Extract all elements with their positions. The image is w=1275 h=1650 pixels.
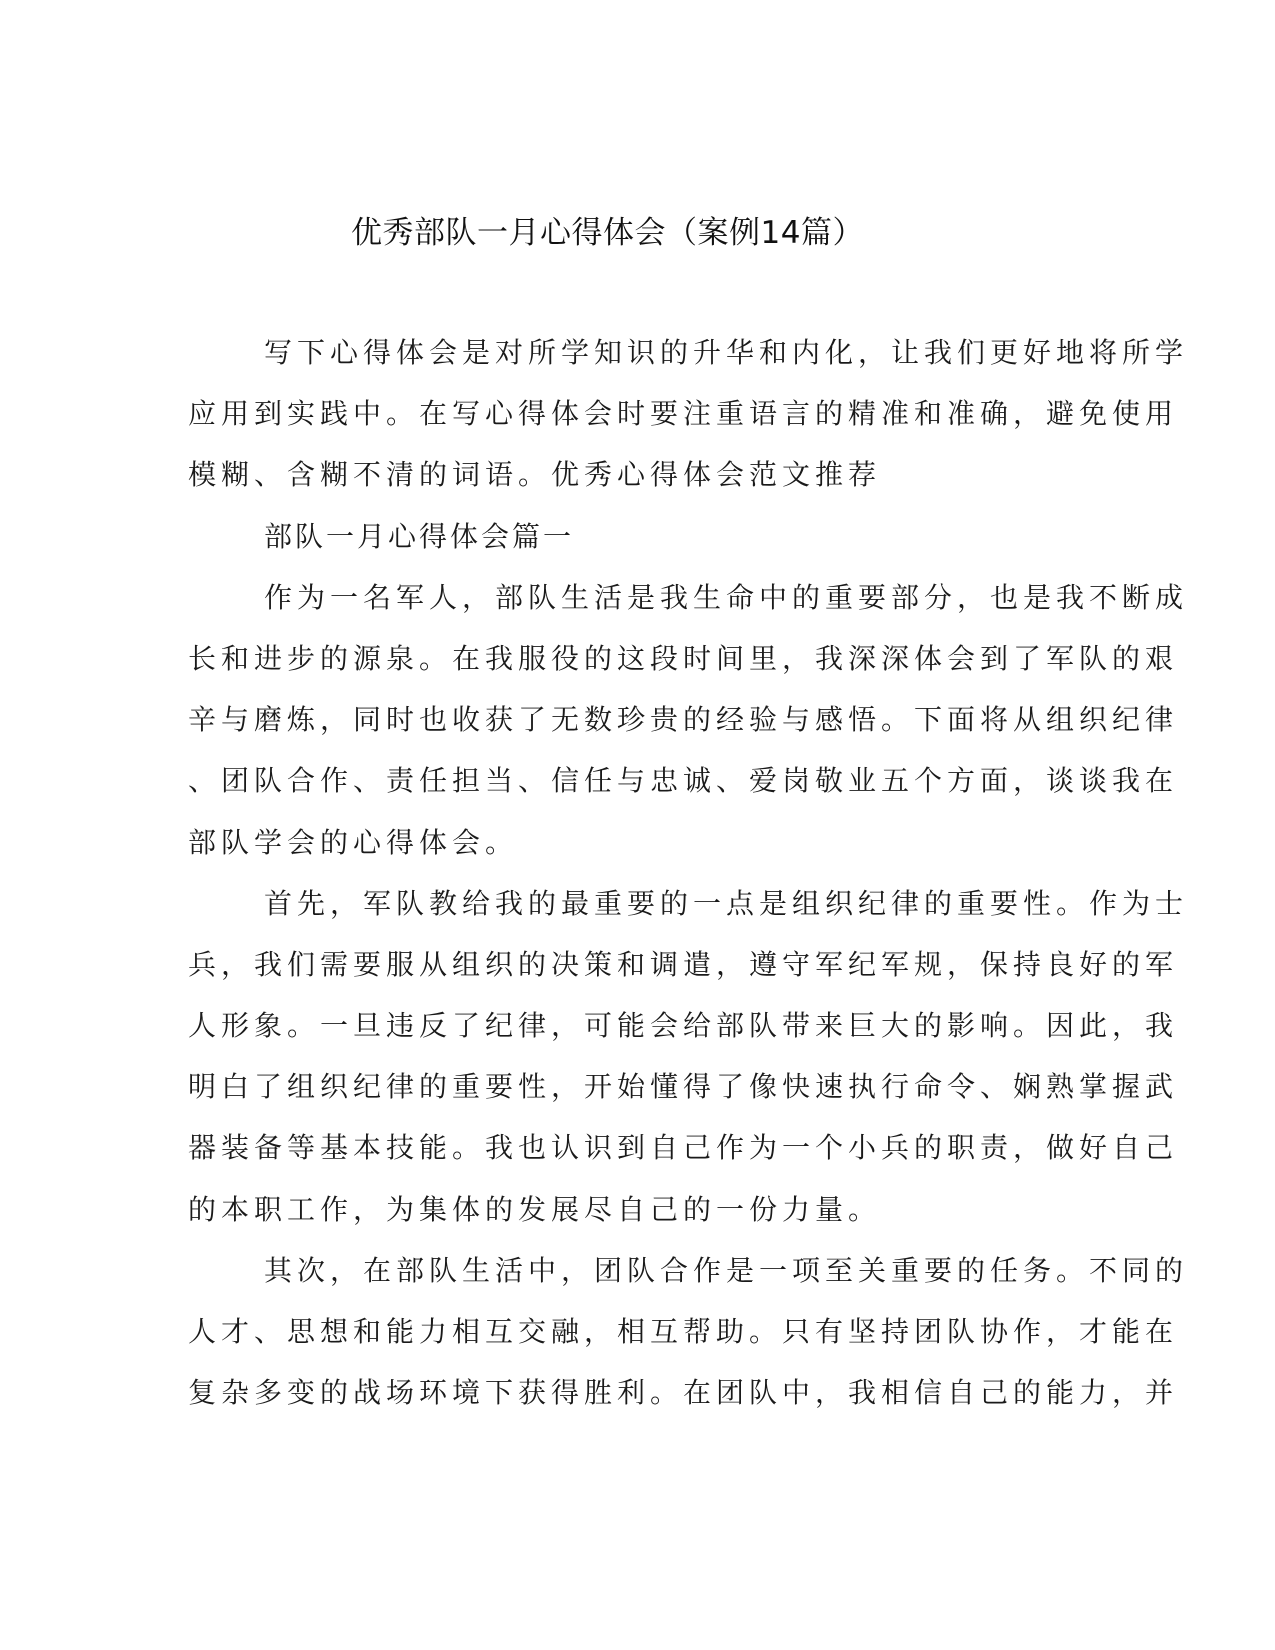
text-line: 的本职工作，为集体的发展尽自己的一份力量。 [188,1192,882,1226]
paragraph-discipline [188,873,1189,1240]
text-line: 人才、思想和能力相互交融，相互帮助。只有坚持团队协作，才能在 [188,1315,1179,1348]
paragraph-overview [188,567,1189,873]
text-line: 长和进步的源泉。在我服役的这段时间里，我深深体会到了军队的艰 [188,641,1179,675]
text-line: 首先，军队教给我的最重要的一点是组织纪律的重要性。作为士 [264,886,1189,920]
text-line: 兵，我们需要服从组织的决策和调遣，遵守军纪军规，保持良好的军 [188,947,1179,981]
text-line: 辛与磨炼，同时也收获了无数珍贵的经验与感悟。下面将从组织纪律 [188,703,1179,737]
section-heading [188,506,1068,567]
paragraph-intro [188,322,1189,506]
document-title: 优秀部队一月心得体会（案例14篇） [351,215,864,251]
document-body [188,322,1189,1423]
text-line: 器装备等基本技能。我也认识到自己作为一个小兵的职责，做好自己 [188,1131,1179,1165]
text-line: 部队学会的心得体会。 [188,825,519,859]
text-line: 明白了组织纪律的重要性，开始懂得了像快速执行命令、娴熟掌握武 [188,1070,1179,1104]
text-line: 、团队合作、责任担当、信任与忠诚、爱岗敬业五个方面，谈谈我在 [188,764,1179,798]
text-line: 模糊、含糊不清的词语。优秀心得体会范文推荐 [188,458,882,492]
heading-line: 部队一月心得体会篇一 [264,519,575,553]
text-line: 写下心得体会是对所学知识的升华和内化，让我们更好地将所学 [264,336,1189,369]
text-line: 作为一名军人，部队生活是我生命中的重要部分，也是我不断成 [264,580,1189,614]
text-line: 应用到实践中。在写心得体会时要注重语言的精准和准确，避免使用 [188,397,1179,431]
text-line: 其次，在部队生活中，团队合作是一项至关重要的任务。不同的 [264,1253,1189,1287]
text-line: 人形象。一旦违反了纪律，可能会给部队带来巨大的影响。因此，我 [188,1009,1179,1043]
paragraph-teamwork [188,1240,1189,1424]
text-line: 复杂多变的战场环境下获得胜利。在团队中，我相信自己的能力，并 [188,1376,1179,1410]
